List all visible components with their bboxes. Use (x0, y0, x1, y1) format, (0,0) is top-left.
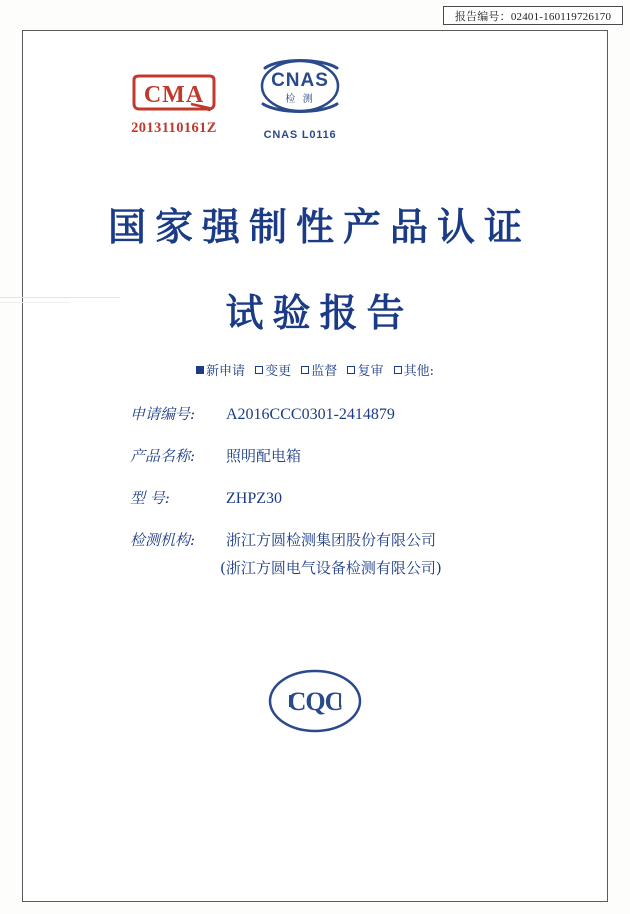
field-row-product-name (0, 445, 630, 466)
application-type-label: 变更 (265, 364, 292, 379)
checkbox-icon[interactable] (301, 366, 309, 374)
field-row-institution-line2 (0, 557, 630, 578)
field-label-institution: 检测机构: (130, 531, 196, 549)
certification-marks-row (0, 48, 630, 168)
cqc-mark-group (0, 665, 630, 737)
field-row-application-number (0, 403, 630, 424)
field-label-model: 型 号: (130, 489, 170, 507)
svg-text:CQC: CQC (287, 687, 343, 716)
field-value-model: ZHPZ30 (226, 490, 282, 507)
cnas-number-text: CNAS L0116 (263, 129, 337, 141)
application-type-label: 新申请 (205, 364, 245, 379)
application-type-option-2[interactable] (301, 360, 337, 379)
report-number-box (443, 6, 623, 25)
application-type-label: 复审 (357, 364, 384, 379)
checkbox-icon[interactable] (255, 366, 263, 374)
cma-code-text: 2013110161Z (131, 120, 217, 136)
application-type-option-4[interactable] (394, 360, 434, 379)
application-type-option-3[interactable] (347, 360, 383, 379)
checkbox-icon-checked[interactable] (196, 366, 204, 374)
field-value-institution: 浙江方圆检测集团股份有限公司 (226, 531, 437, 549)
cnas-logo-icon (245, 56, 355, 128)
svg-text:CMA: CMA (143, 82, 205, 108)
page-title: 国家强制性产品认证 (107, 204, 531, 249)
field-row-model (0, 487, 630, 508)
application-type-row (0, 360, 630, 379)
field-list (0, 403, 630, 599)
application-type-option-0[interactable] (196, 360, 245, 379)
application-type-option-1[interactable] (255, 360, 291, 379)
cqc-logo-icon (260, 665, 370, 737)
application-type-label: 监督 (311, 364, 338, 379)
report-number-text: 报告编号：02401-160119726170 (454, 10, 612, 23)
checkbox-icon[interactable] (394, 366, 402, 374)
field-label-product-name: 产品名称: (130, 447, 196, 465)
field-row-institution (0, 529, 630, 550)
cnas-mark-group (215, 56, 385, 141)
field-label-application-number: 申请编号: (130, 405, 196, 423)
svg-text:检 测: 检 测 (285, 94, 315, 105)
field-value-institution-line2: (浙江方圆电气设备检测有限公司) (220, 559, 442, 577)
page-subtitle: 试验报告 (225, 290, 414, 335)
field-value-product-name: 照明配电箱 (226, 447, 302, 465)
field-value-application-number: A2016CCC0301-2414879 (226, 406, 395, 423)
svg-text:CNAS: CNAS (271, 70, 329, 91)
application-type-label: 其他: (403, 364, 434, 379)
checkbox-icon[interactable] (347, 366, 355, 374)
cma-logo-icon (131, 74, 217, 114)
